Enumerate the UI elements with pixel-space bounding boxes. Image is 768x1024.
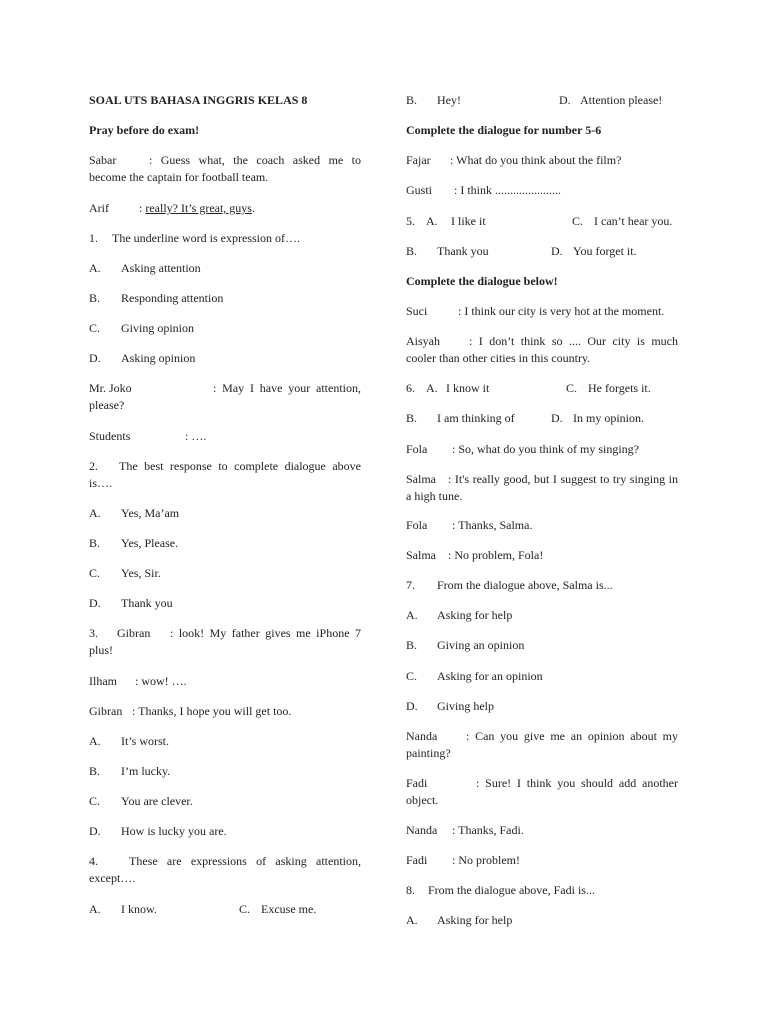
dialogue-text: : So, what do you think of my singing? xyxy=(452,442,639,456)
underlined-expression: really? It’s great, guys xyxy=(145,201,252,215)
option-text: Giving opinion xyxy=(121,321,195,335)
dialogue-end: . xyxy=(251,201,255,215)
dialogue-line xyxy=(406,182,678,199)
option-letter: D. xyxy=(559,93,571,107)
option-letter: B. xyxy=(89,291,101,305)
q2-option-c xyxy=(89,565,361,582)
option-text: How is lucky you are. xyxy=(121,824,227,838)
option-text: Asking attention xyxy=(121,261,201,275)
option-letter: D. xyxy=(89,824,101,838)
dialogue-text: : Thanks, Fadi. xyxy=(452,823,524,837)
dialogue-text: : I think our city is very hot at the moment. xyxy=(458,304,665,318)
option-letter: C. xyxy=(239,902,251,916)
dialogue-text: : Thanks, Salma. xyxy=(452,518,533,532)
option-text: Asking opinion xyxy=(121,351,196,365)
dialogue-line xyxy=(406,303,678,320)
speaker-name: Arif xyxy=(89,201,109,215)
dialogue-text: : What do you think about the film? xyxy=(450,153,622,167)
option-text: Yes, Sir. xyxy=(121,566,161,580)
dialogue-text: : Sure! I think you should add another object. xyxy=(406,776,678,807)
dialogue-text: : Guess what, the coach asked me to become the captain for football team. xyxy=(89,153,361,184)
question-number: 4. xyxy=(89,854,98,868)
speaker-name: Fola xyxy=(406,442,428,456)
q2-option-a xyxy=(89,505,361,522)
q3-option-d xyxy=(89,823,361,840)
option-text: I am thinking of xyxy=(437,411,515,425)
option-text: Excuse me. xyxy=(261,902,317,916)
q5-options-row-1 xyxy=(406,213,678,230)
dialogue-text: : No problem, Fola! xyxy=(448,548,544,562)
question-number: 3. xyxy=(89,626,98,640)
question-text: These are expressions of asking attention, except…. xyxy=(89,854,361,885)
speaker-name: Mr. Joko xyxy=(89,381,132,395)
dialogue-line xyxy=(406,822,678,839)
speaker-name: Students xyxy=(89,429,131,443)
dialogue-line xyxy=(89,152,361,186)
dialogue-text: : look! My father gives me iPhone 7 plus! xyxy=(89,626,361,657)
option-letter: A. xyxy=(89,506,101,520)
option-letter: D. xyxy=(89,351,101,365)
option-text: In my opinion. xyxy=(573,411,644,425)
option-letter: A. xyxy=(89,902,101,916)
dialogue-line xyxy=(89,200,361,217)
q2-option-b xyxy=(89,535,361,552)
option-text: It’s worst. xyxy=(121,734,169,748)
option-letter: B. xyxy=(406,411,418,425)
speaker-name: Fadi xyxy=(406,776,428,790)
option-text: You forget it. xyxy=(573,244,637,258)
option-letter: C. xyxy=(89,794,101,808)
option-letter: B. xyxy=(406,638,418,652)
dialogue-text: : May I have your attention, please? xyxy=(89,381,361,412)
question-text: From the dialogue above, Fadi is... xyxy=(428,883,595,897)
option-letter: A. xyxy=(426,381,438,395)
option-letter: A. xyxy=(89,261,101,275)
option-text: Attention please! xyxy=(580,93,663,107)
speaker-name: Fola xyxy=(406,518,428,532)
speaker-name: Ilham xyxy=(89,674,117,688)
question-text: The best response to complete dialogue above is…. xyxy=(89,459,361,490)
dialogue-text: : It's really good, but I suggest to try singing in a high tune. xyxy=(406,472,678,503)
option-letter: B. xyxy=(89,536,101,550)
question-number: 8. xyxy=(406,883,415,897)
question-8 xyxy=(406,882,678,899)
exam-title: SOAL UTS BAHASA INGGRIS KELAS 8 xyxy=(89,93,308,107)
question-text: The underline word is expression of…. xyxy=(112,231,300,245)
dialogue-text: : …. xyxy=(185,429,207,443)
q7-option-b xyxy=(406,637,678,654)
dialogue-line xyxy=(406,333,678,367)
speaker-name: Suci xyxy=(406,304,428,318)
option-letter: B. xyxy=(406,244,418,258)
option-text: Asking for help xyxy=(437,913,513,927)
dialogue-text: : No problem! xyxy=(452,853,520,867)
dialogue-line xyxy=(89,380,361,414)
option-text: I can’t hear you. xyxy=(594,214,673,228)
q3-option-b xyxy=(89,763,361,780)
option-letter: C. xyxy=(89,566,101,580)
question-number: 2. xyxy=(89,459,98,473)
question-3 xyxy=(89,625,361,659)
dialogue-line xyxy=(89,428,361,445)
speaker-name: Aisyah xyxy=(406,334,440,348)
question-4 xyxy=(89,853,361,887)
dialogue-line xyxy=(89,703,361,720)
option-letter: C. xyxy=(566,381,578,395)
speaker-name: Fadi xyxy=(406,853,428,867)
dialogue-text: : I think ...................... xyxy=(454,183,561,197)
option-text: Asking for an opinion xyxy=(437,669,543,683)
q2-option-d xyxy=(89,595,361,612)
speaker-name: Salma xyxy=(406,472,436,486)
dialogue-line xyxy=(406,471,678,505)
dialogue-line xyxy=(406,517,678,534)
speaker-name: Nanda xyxy=(406,823,438,837)
option-letter: A. xyxy=(406,913,418,927)
question-number: 6. xyxy=(406,381,415,395)
speaker-name: Sabar xyxy=(89,153,117,167)
dialogue-line xyxy=(406,775,678,809)
option-text: I know. xyxy=(121,902,157,916)
q5-options-row-2 xyxy=(406,243,678,260)
option-letter: B. xyxy=(406,93,418,107)
question-number: 1. xyxy=(89,231,98,245)
dialogue-line xyxy=(406,547,678,564)
dialogue-line xyxy=(406,441,678,458)
dialogue-text: : wow! …. xyxy=(135,674,187,688)
question-1 xyxy=(89,230,361,247)
q1-option-c xyxy=(89,320,361,337)
option-letter: C. xyxy=(572,214,584,228)
dialogue-line xyxy=(89,673,361,690)
speaker-name: Gibran xyxy=(89,704,123,718)
question-text: From the dialogue above, Salma is... xyxy=(437,578,613,592)
dialogue-colon: : xyxy=(139,201,143,215)
option-letter: D. xyxy=(551,244,563,258)
option-letter: A. xyxy=(89,734,101,748)
option-text: Thank you xyxy=(437,244,489,258)
question-number: 7. xyxy=(406,578,415,592)
speaker-name: Fajar xyxy=(406,153,431,167)
q8-option-a xyxy=(406,912,678,929)
option-text: Hey! xyxy=(437,93,461,107)
option-text: I’m lucky. xyxy=(121,764,171,778)
option-text: Giving an opinion xyxy=(437,638,525,652)
dialogue-text: : Thanks, I hope you will get too. xyxy=(132,704,292,718)
option-text: Asking for help xyxy=(437,608,513,622)
dialogue-line xyxy=(406,728,678,762)
option-text: Thank you xyxy=(121,596,173,610)
q7-option-d xyxy=(406,698,678,715)
q1-option-a xyxy=(89,260,361,277)
option-text: Yes, Please. xyxy=(121,536,179,550)
q1-option-b xyxy=(89,290,361,307)
q4-options-row xyxy=(89,901,361,918)
q7-option-a xyxy=(406,607,678,624)
speaker-name: Gibran xyxy=(117,626,151,640)
section-heading-below: Complete the dialogue below! xyxy=(406,274,558,288)
option-letter: A. xyxy=(426,214,438,228)
option-text: I like it xyxy=(451,214,486,228)
speaker-name: Salma xyxy=(406,548,436,562)
q7-option-c xyxy=(406,668,678,685)
option-letter: C. xyxy=(89,321,101,335)
option-letter: D. xyxy=(89,596,101,610)
q1-option-d xyxy=(89,350,361,367)
question-2 xyxy=(89,458,361,492)
question-7 xyxy=(406,577,678,594)
option-text: He forgets it. xyxy=(588,381,651,395)
dialogue-text: : I don’t think so .... Our city is much cooler than other cities in this country. xyxy=(406,334,678,365)
section-heading-5-6: Complete the dialogue for number 5-6 xyxy=(406,123,602,137)
option-letter: B. xyxy=(89,764,101,778)
q3-option-c xyxy=(89,793,361,810)
option-text: You are clever. xyxy=(121,794,193,808)
speaker-name: Nanda xyxy=(406,729,438,743)
q3-option-a xyxy=(89,733,361,750)
option-text: Giving help xyxy=(437,699,494,713)
q4-options-row xyxy=(406,92,678,109)
option-letter: D. xyxy=(406,699,418,713)
instruction-pray: Pray before do exam! xyxy=(89,123,200,137)
dialogue-text: : Can you give me an opinion about my painting? xyxy=(406,729,678,760)
option-letter: A. xyxy=(406,608,418,622)
option-text: Yes, Ma’am xyxy=(121,506,180,520)
option-text: I know it xyxy=(446,381,490,395)
dialogue-line xyxy=(406,852,678,869)
speaker-name: Gusti xyxy=(406,183,433,197)
option-letter: C. xyxy=(406,669,418,683)
q6-options-row-1 xyxy=(406,380,678,397)
q6-options-row-2 xyxy=(406,410,678,427)
option-letter: D. xyxy=(551,411,563,425)
question-number: 5. xyxy=(406,214,415,228)
dialogue-line xyxy=(406,152,678,169)
option-text: Responding attention xyxy=(121,291,224,305)
